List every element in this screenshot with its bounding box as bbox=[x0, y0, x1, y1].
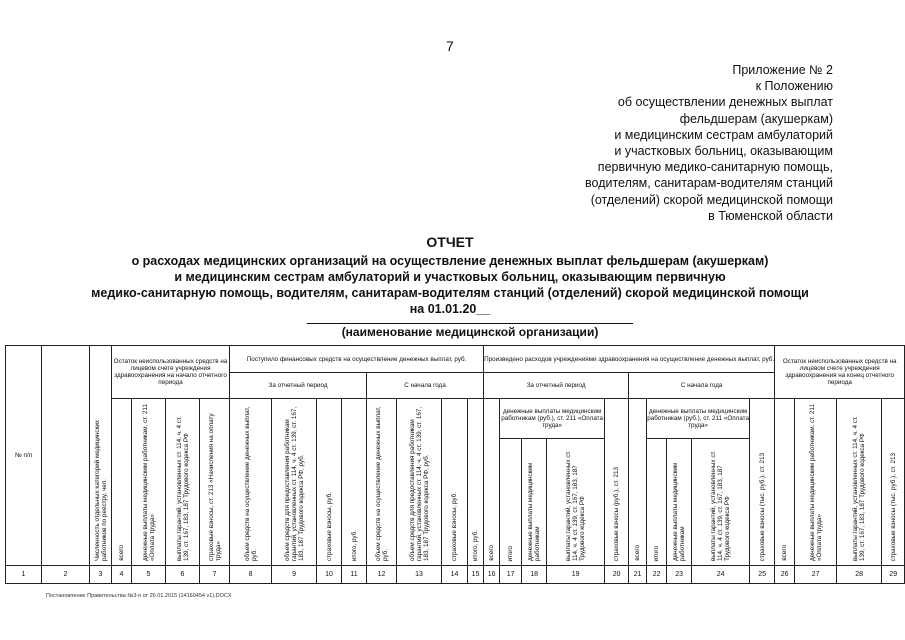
period-year-spent: С начала года bbox=[629, 373, 775, 399]
column-number: 27 bbox=[795, 566, 837, 584]
column-number: 12 bbox=[367, 566, 397, 584]
col-header: страховые взносы (руб.), ст. 213 bbox=[605, 399, 629, 566]
col-header: всего bbox=[775, 399, 795, 566]
col-header: выплаты гарантий, установленных ст. 114, ч. 4 ст. 139, ст. 167, 183, 187 Трудового кодекса РФ bbox=[166, 399, 200, 566]
column-number: 19 bbox=[547, 566, 605, 584]
sub-payments-report: денежные выплаты медицинским работникам (руб.), ст. 211 «Оплата труда» bbox=[500, 399, 605, 439]
col-header: объем средств для предоставления работникам гарантий, установленных ст. 114, ч. 4 ст. 139, ст. 167, 183, 187 Трудового кодекса РФ, руб. bbox=[272, 399, 317, 566]
appendix-line: (отделений) скорой медицинской помощи bbox=[590, 192, 833, 207]
appendix-line: об осуществлении денежных выплат bbox=[617, 95, 833, 110]
group-received: Поступило финансовых средств на осуществление денежных выплат, руб. bbox=[230, 346, 484, 373]
column-number: 25 bbox=[750, 566, 775, 584]
appendix-line: первичную медико-санитарную помощь, bbox=[597, 160, 833, 175]
col-header: страховые взносы, руб. bbox=[442, 399, 468, 566]
page-number: 7 bbox=[446, 38, 454, 54]
col-header: денежные выплаты медицинским работникам, ст. 211 «Оплата труда» bbox=[795, 399, 837, 566]
report-table bbox=[5, 345, 905, 584]
col-header: итого, руб. bbox=[342, 399, 367, 566]
document-footer: Постановление Правительства №3-п от 26.01.2015 (14160454 v1).DOCX bbox=[46, 593, 232, 599]
group-spent: Произведено расходов учреждениями здравоохранения на осуществление денежных выплат, руб. bbox=[484, 346, 775, 373]
col-header: всего bbox=[112, 399, 132, 566]
col-header: итого bbox=[500, 439, 522, 566]
col-header: денежные выплаты медицинским работникам bbox=[522, 439, 547, 566]
column-number: 17 bbox=[500, 566, 522, 584]
column-number: 10 bbox=[317, 566, 342, 584]
col-header: выплаты гарантий, установленных ст. 114, ч. 4 ст. 139, ст. 167, 183, 187 Трудового кодекса РФ bbox=[692, 439, 750, 566]
appendix-line: и участковых больниц, оказывающим bbox=[614, 144, 833, 159]
subtitle-line: о расходах медицинских организаций на осуществление денежных выплат фельдшерам (акушеркам) bbox=[131, 254, 769, 268]
column-number: 3 bbox=[90, 566, 112, 584]
group-end-balance: Остаток неиспользованных средств на лицевом счете учреждения здравоохранения на конец отчетного периода bbox=[775, 346, 905, 399]
column-number: 2 bbox=[42, 566, 90, 584]
subtitle-line: медико-санитарную помощь, водителям, санитарам-водителям станций (отделений) скорой медицинской помощи bbox=[91, 286, 809, 300]
appendix-line: и медицинским сестрам амбулаторий bbox=[614, 127, 833, 142]
column-number: 13 bbox=[397, 566, 442, 584]
column-number: 21 bbox=[629, 566, 647, 584]
col-header-org bbox=[42, 346, 90, 566]
column-number: 24 bbox=[692, 566, 750, 584]
col-header: страховые взносы, руб. bbox=[317, 399, 342, 566]
col-header: выплаты гарантий, установленных ст. 114, ч. 4 ст. 139, ст. 167, 183, 187 Трудового кодекса РФ bbox=[837, 399, 882, 566]
column-number: 6 bbox=[166, 566, 200, 584]
appendix-line: фельдшерам (акушеркам) bbox=[679, 111, 833, 126]
col-header: итого bbox=[647, 439, 667, 566]
appendix-line: Приложение № 2 bbox=[732, 63, 833, 77]
column-number: 22 bbox=[647, 566, 667, 584]
column-number: 15 bbox=[468, 566, 484, 584]
period-report-spent: За отчетный период bbox=[484, 373, 629, 399]
col-header: всего bbox=[629, 399, 647, 566]
col-header: итого, руб. bbox=[468, 399, 484, 566]
column-number: 7 bbox=[200, 566, 230, 584]
column-number: 26 bbox=[775, 566, 795, 584]
column-number: 11 bbox=[342, 566, 367, 584]
appendix-line: водителям, санитарам-водителям станций bbox=[585, 176, 833, 191]
appendix-block bbox=[533, 62, 833, 224]
col-header-headcount: Численность отдельных категорий медицинских работников по реестру, чел. bbox=[90, 346, 112, 566]
col-header: страховые взносы (тыс. руб.), ст. 213 bbox=[750, 399, 775, 566]
report-title: ОТЧЕТ bbox=[426, 234, 474, 250]
col-header: выплаты гарантий, установленных ст. 114, ч. 4 ст. 139, ст. 167, 183, 187 Трудового кодекса РФ bbox=[547, 439, 605, 566]
column-number-row bbox=[6, 566, 905, 584]
appendix-line: к Положению bbox=[755, 79, 833, 94]
column-number: 4 bbox=[112, 566, 132, 584]
sub-payments-year: денежные выплаты медицинским работникам (руб.), ст. 211 «Оплата труда» bbox=[647, 399, 750, 439]
column-number: 8 bbox=[230, 566, 272, 584]
col-header: страховые взносы (тыс. руб.), ст. 213 bbox=[882, 399, 905, 566]
column-number: 9 bbox=[272, 566, 317, 584]
col-header: денежные выплаты медицинским работникам, ст. 211 «Оплата труда» bbox=[132, 399, 166, 566]
column-number: 28 bbox=[837, 566, 882, 584]
column-number: 18 bbox=[522, 566, 547, 584]
column-number: 5 bbox=[132, 566, 166, 584]
col-header: страховые взносы, ст. 213 «Начисления на оплату труда» bbox=[200, 399, 230, 566]
column-number: 29 bbox=[882, 566, 905, 584]
subtitle-line: и медицинским сестрам амбулаторий и участковых больниц, оказывающим первичную bbox=[174, 270, 726, 284]
col-header: денежные выплаты медицинским работникам bbox=[667, 439, 692, 566]
col-header: объем средств на осуществление денежных выплат, руб. bbox=[367, 399, 397, 566]
column-number: 20 bbox=[605, 566, 629, 584]
col-header: объем средств на осуществление денежных выплат, руб. bbox=[230, 399, 272, 566]
col-header: объем средств для предоставления работникам гарантий, установленных ст. 114, ч. 4 ст. 139, ст. 167, 183, 187 Трудового кодекса РФ, руб. bbox=[397, 399, 442, 566]
report-subtitle bbox=[50, 253, 850, 317]
period-report-received: За отчетный период bbox=[230, 373, 367, 399]
org-name-caption: (наименование медицинской организации) bbox=[341, 325, 599, 339]
subtitle-date: на 01.01.20__ bbox=[409, 302, 491, 316]
col-header-no: № п/п bbox=[6, 346, 42, 566]
column-number: 23 bbox=[667, 566, 692, 584]
column-number: 1 bbox=[6, 566, 42, 584]
period-year-received: С начала года bbox=[367, 373, 484, 399]
appendix-line: в Тюменской области bbox=[708, 208, 833, 223]
org-name-line bbox=[307, 323, 633, 324]
column-number: 16 bbox=[484, 566, 500, 584]
col-header: всего bbox=[484, 399, 500, 566]
column-number: 14 bbox=[442, 566, 468, 584]
group-start-balance: Остаток неиспользованных средств на лицевом счете учреждения здравоохранения на начало отчетного периода bbox=[112, 346, 230, 399]
